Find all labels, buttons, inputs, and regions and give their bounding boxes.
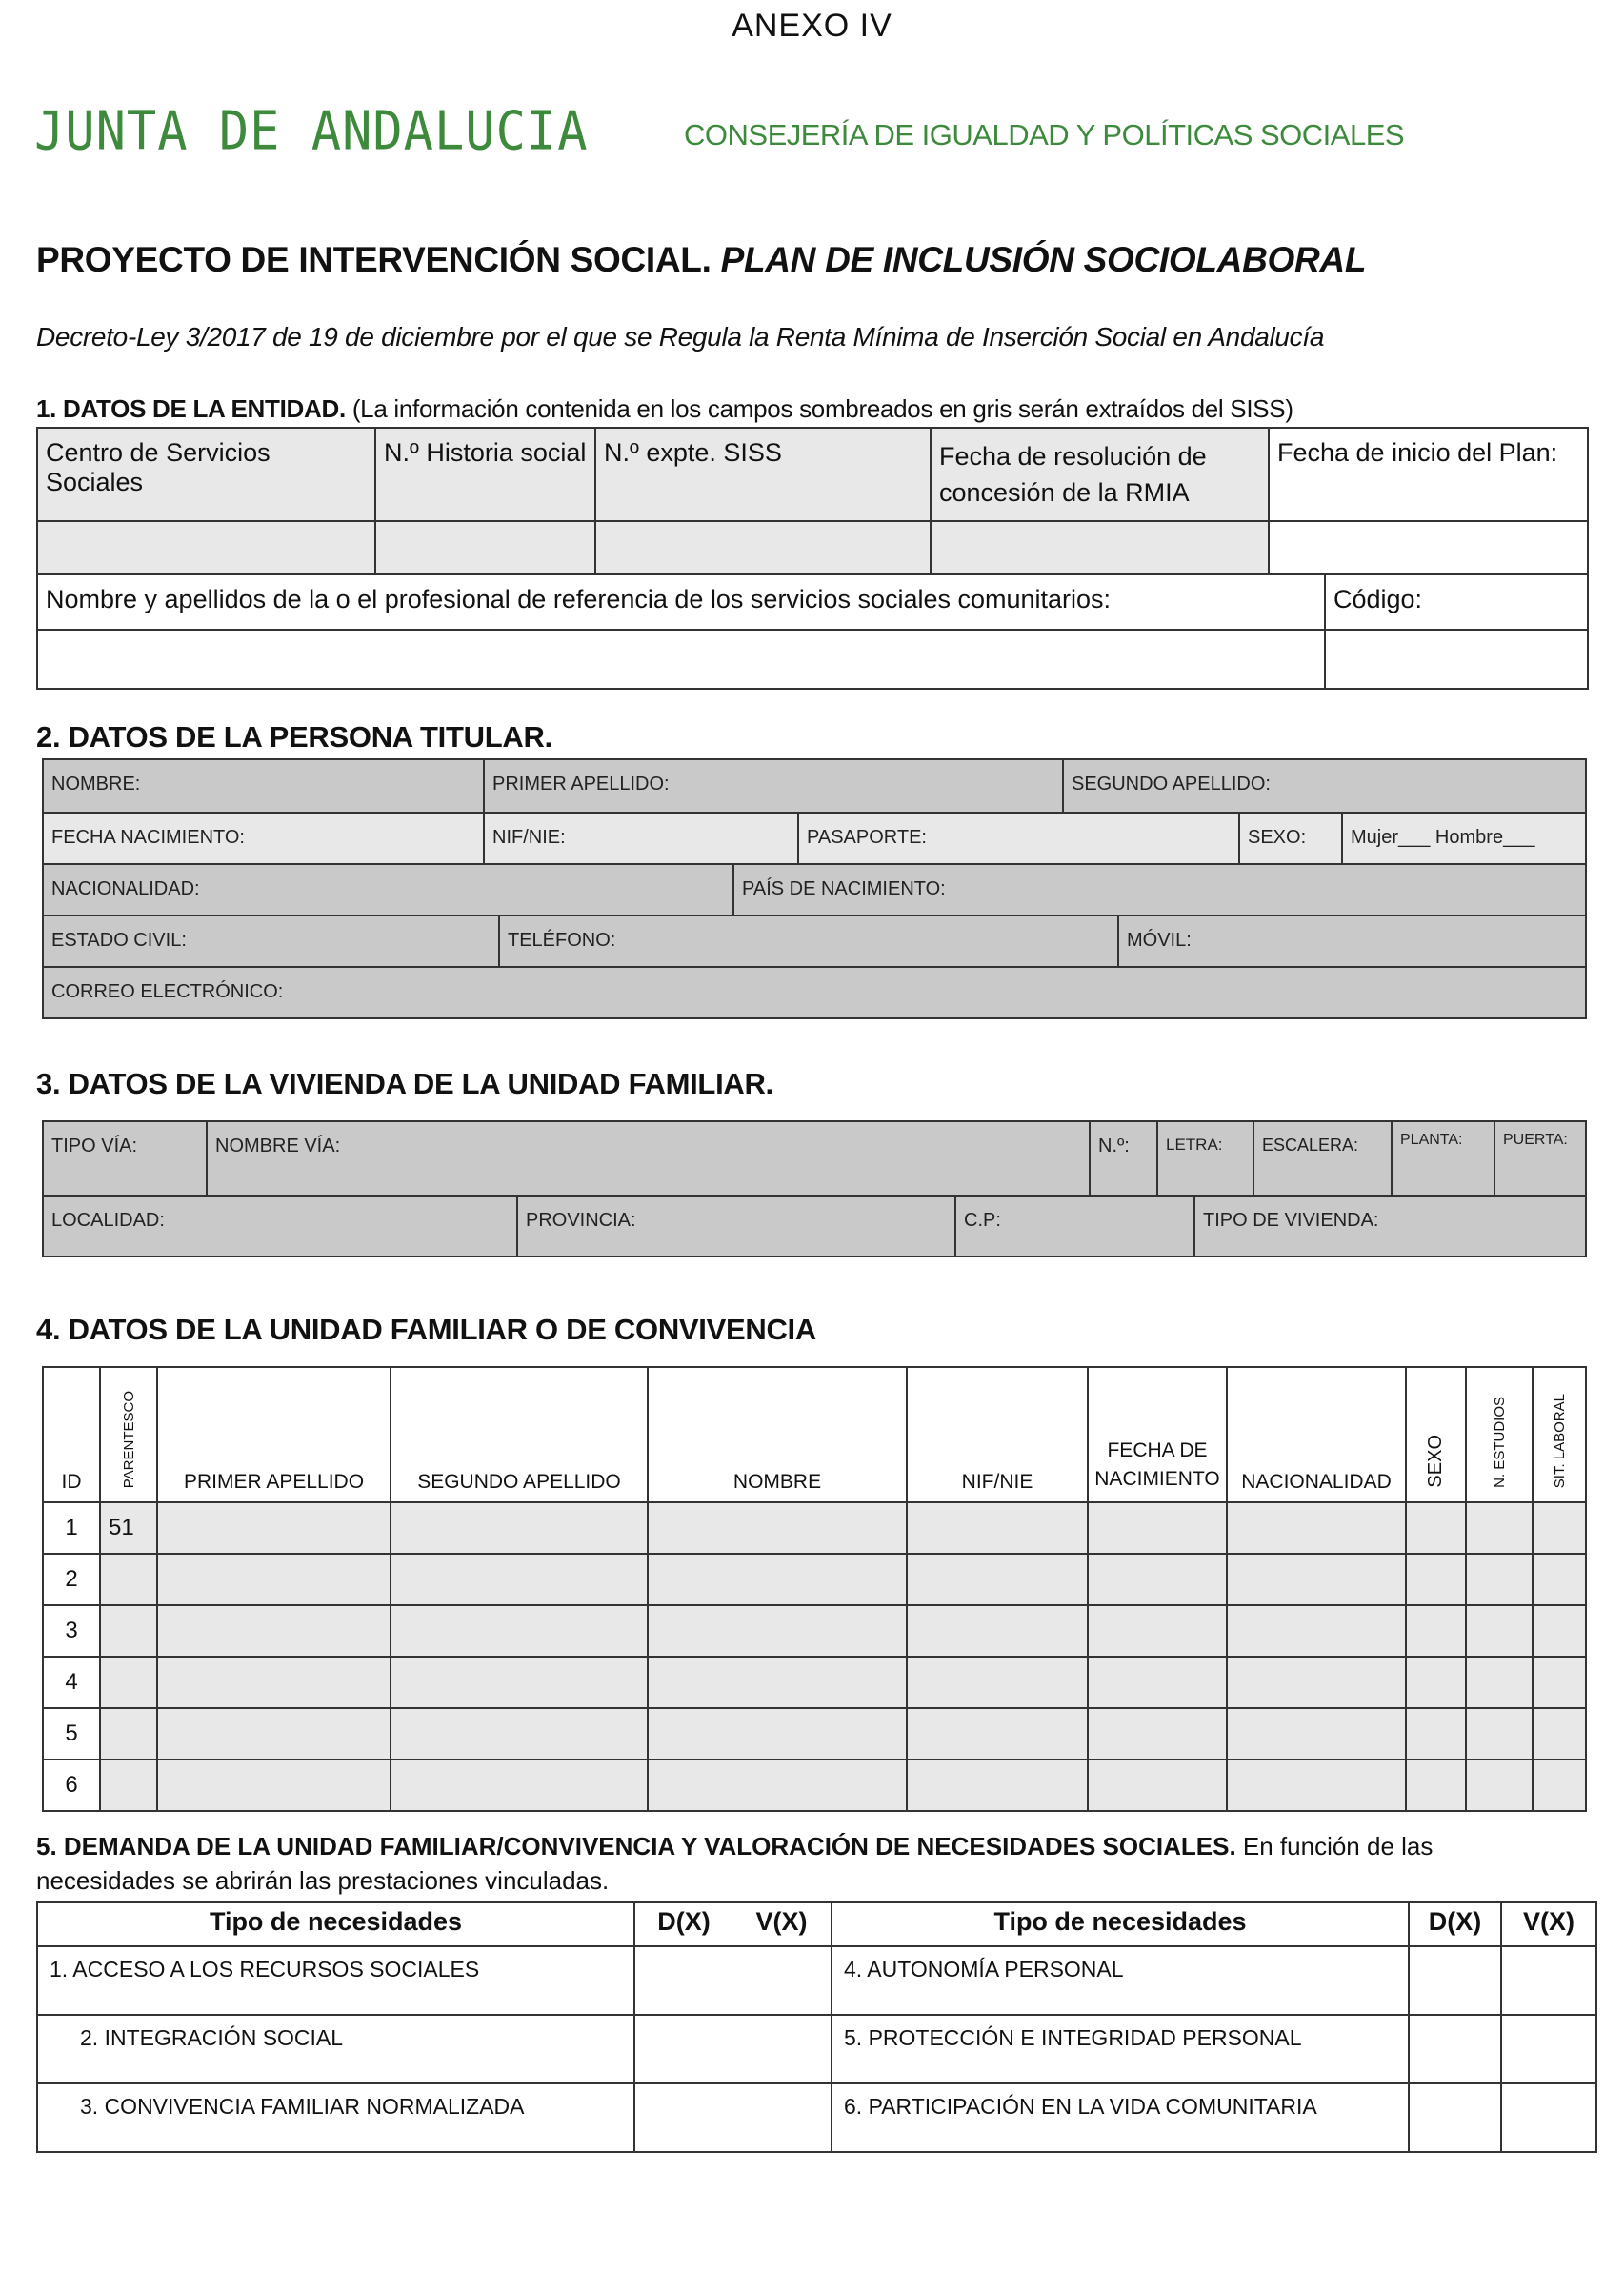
need-3-dv-field[interactable] <box>634 2083 832 2152</box>
row-parentesco[interactable]: 51 <box>100 1502 157 1554</box>
expediente-siss-field[interactable] <box>595 521 931 574</box>
ministry-name: CONSEJERÍA DE IGUALDAD Y POLÍTICAS SOCIALES <box>684 118 1405 151</box>
col-parentesco <box>100 1367 157 1502</box>
codigo-field[interactable] <box>1325 630 1588 689</box>
row-id: 3 <box>43 1605 100 1657</box>
junta-de-andalucia-logo: JUNTA DE ANDALUCIA <box>34 100 589 163</box>
telefono-field[interactable]: TELÉFONO: <box>499 915 1118 967</box>
movil-field[interactable]: MÓVIL: <box>1118 915 1586 967</box>
row-laboral[interactable] <box>1533 1760 1586 1811</box>
sexo-label: SEXO: <box>1239 813 1342 864</box>
centro-servicios-sociales-field[interactable] <box>37 521 375 574</box>
need-1-dv-field[interactable] <box>634 1946 832 2015</box>
d-header-left: D(X) <box>634 1902 732 1946</box>
row-estudios[interactable] <box>1466 1708 1533 1760</box>
section-3-title: 3. DATOS DE LA VIVIENDA DE LA UNIDAD FAMILIAR. <box>36 1067 773 1100</box>
annex-label: ANEXO IV <box>732 8 892 44</box>
row-estudios[interactable] <box>1466 1605 1533 1657</box>
row-nombre[interactable] <box>648 1502 907 1554</box>
table-row <box>43 1657 1586 1708</box>
section-5-title <box>36 1829 1522 1898</box>
row-laboral[interactable] <box>1533 1605 1586 1657</box>
titular-row-1 <box>42 758 1587 814</box>
row-fecha-nacimiento[interactable] <box>1088 1554 1227 1605</box>
row-nacionalidad[interactable] <box>1227 1657 1406 1708</box>
segundo-apellido-field[interactable]: SEGUNDO APELLIDO: <box>1063 759 1586 813</box>
row-primer-apellido[interactable] <box>157 1554 391 1605</box>
col-nacionalidad: NACIONALIDAD <box>1227 1367 1406 1502</box>
need-5-v-field[interactable] <box>1501 2015 1596 2083</box>
need-5-d-field[interactable] <box>1409 2015 1501 2083</box>
col-estudios-label: N. ESTUDIOS <box>1491 1397 1508 1488</box>
row-nombre[interactable] <box>648 1657 907 1708</box>
row-sexo[interactable] <box>1406 1657 1466 1708</box>
row-primer-apellido[interactable] <box>157 1657 391 1708</box>
fecha-inicio-plan-label: Fecha de inicio del Plan: <box>1269 428 1588 521</box>
need-4-v-field[interactable] <box>1501 1946 1596 2015</box>
col-segundo-apellido: SEGUNDO APELLIDO <box>391 1367 648 1502</box>
need-item-6: 6. PARTICIPACIÓN EN LA VIDA COMUNITARIA <box>832 2083 1409 2152</box>
col-laboral <box>1533 1367 1586 1502</box>
escalera-field[interactable]: ESCALERA: <box>1253 1121 1392 1196</box>
row-sexo[interactable] <box>1406 1554 1466 1605</box>
need-4-d-field[interactable] <box>1409 1946 1501 2015</box>
row-nif-nie[interactable] <box>907 1502 1088 1554</box>
entity-data-table <box>36 427 1589 575</box>
titular-row-4 <box>42 915 1587 968</box>
col-nombre: NOMBRE <box>648 1367 907 1502</box>
row-nombre[interactable] <box>648 1554 907 1605</box>
col-parentesco-label: PARENTESCO <box>120 1390 137 1488</box>
row-fecha-nacimiento[interactable] <box>1088 1708 1227 1760</box>
row-segundo-apellido[interactable] <box>391 1760 648 1811</box>
professional-table <box>36 573 1589 690</box>
need-item-1: 1. ACCESO A LOS RECURSOS SOCIALES <box>37 1946 634 2015</box>
row-nacionalidad[interactable] <box>1227 1708 1406 1760</box>
page-title <box>36 240 1366 280</box>
decree-reference: Decreto-Ley 3/2017 de 19 de diciembre por el que se Regula la Renta Mínima de Inserción Social en Andalucía <box>36 322 1325 352</box>
row-id: 5 <box>43 1708 100 1760</box>
codigo-label: Código: <box>1325 574 1588 630</box>
fecha-resolucion-label: Fecha de resolución de concesión de la RMIA <box>931 428 1269 521</box>
row-fecha-nacimiento[interactable] <box>1088 1605 1227 1657</box>
family-unit-table <box>42 1366 1587 1812</box>
need-item-5: 5. PROTECCIÓN E INTEGRIDAD PERSONAL <box>832 2015 1409 2083</box>
sexo-options[interactable]: Mujer___ Hombre___ <box>1342 813 1586 864</box>
row-estudios[interactable] <box>1466 1657 1533 1708</box>
tipo-via-field[interactable]: TIPO VÍA: <box>43 1121 207 1196</box>
needs-table <box>36 1901 1597 2153</box>
row-nif-nie[interactable] <box>907 1554 1088 1605</box>
row-fecha-nacimiento[interactable] <box>1088 1760 1227 1811</box>
col-estudios <box>1466 1367 1533 1502</box>
row-laboral[interactable] <box>1533 1502 1586 1554</box>
row-sexo[interactable] <box>1406 1605 1466 1657</box>
row-fecha-nacimiento[interactable] <box>1088 1657 1227 1708</box>
row-sexo[interactable] <box>1406 1708 1466 1760</box>
tipo-vivienda-field[interactable]: TIPO DE VIVIENDA: <box>1194 1196 1586 1257</box>
col-primer-apellido: PRIMER APELLIDO <box>157 1367 391 1502</box>
section-4-title: 4. DATOS DE LA UNIDAD FAMILIAR O DE CONVIVENCIA <box>36 1313 816 1346</box>
planta-field[interactable]: PLANTA: <box>1392 1121 1494 1196</box>
row-primer-apellido[interactable] <box>157 1708 391 1760</box>
vivienda-row-1 <box>42 1120 1587 1197</box>
need-6-v-field[interactable] <box>1501 2083 1596 2152</box>
row-estudios[interactable] <box>1466 1554 1533 1605</box>
section-1-heading: 1. DATOS DE LA ENTIDAD. <box>36 394 346 423</box>
table-row <box>43 1554 1586 1605</box>
row-laboral[interactable] <box>1533 1554 1586 1605</box>
title-italic: PLAN DE INCLUSIÓN SOCIOLABORAL <box>720 240 1367 279</box>
historia-social-label: N.º Historia social <box>375 428 595 521</box>
provincia-field[interactable]: PROVINCIA: <box>517 1196 955 1257</box>
puerta-field[interactable]: PUERTA: <box>1494 1121 1586 1196</box>
nombre-field[interactable]: NOMBRE: <box>43 759 484 813</box>
professional-field[interactable] <box>37 630 1325 689</box>
estado-civil-field[interactable]: ESTADO CIVIL: <box>43 915 499 967</box>
primer-apellido-field[interactable]: PRIMER APELLIDO: <box>484 759 1063 813</box>
row-parentesco[interactable] <box>100 1657 157 1708</box>
row-nombre[interactable] <box>648 1605 907 1657</box>
row-segundo-apellido[interactable] <box>391 1605 648 1657</box>
row-nacionalidad[interactable] <box>1227 1502 1406 1554</box>
row-id: 1 <box>43 1502 100 1554</box>
needs-type-header-right: Tipo de necesidades <box>832 1902 1409 1946</box>
row-parentesco[interactable] <box>100 1760 157 1811</box>
row-parentesco[interactable] <box>100 1605 157 1657</box>
col-laboral-label: SIT. LABORAL <box>1551 1393 1568 1488</box>
section-2-title: 2. DATOS DE LA PERSONA TITULAR. <box>36 720 552 754</box>
vivienda-row-2 <box>42 1195 1587 1257</box>
col-id: ID <box>43 1367 100 1502</box>
needs-type-header-left: Tipo de necesidades <box>37 1902 634 1946</box>
row-nif-nie[interactable] <box>907 1708 1088 1760</box>
need-6-d-field[interactable] <box>1409 2083 1501 2152</box>
row-laboral[interactable] <box>1533 1657 1586 1708</box>
row-segundo-apellido[interactable] <box>391 1502 648 1554</box>
professional-label: Nombre y apellidos de la o el profesional de referencia de los servicios sociales comunitarios: <box>37 574 1325 630</box>
row-estudios[interactable] <box>1466 1502 1533 1554</box>
fecha-nacimiento-field[interactable]: FECHA NACIMIENTO: <box>43 813 484 864</box>
section-5-note: En función de las necesidades se abrirán las prestaciones vinculadas. <box>36 1832 1434 1895</box>
pais-nacimiento-field[interactable]: PAÍS DE NACIMIENTO: <box>733 864 1586 915</box>
centro-servicios-sociales-label: Centro de Servicios Sociales <box>37 428 375 521</box>
fecha-inicio-plan-field[interactable] <box>1269 521 1588 574</box>
titular-row-5 <box>42 966 1587 1019</box>
col-sexo <box>1406 1367 1466 1502</box>
need-item-4: 4. AUTONOMÍA PERSONAL <box>832 1946 1409 2015</box>
row-fecha-nacimiento[interactable] <box>1088 1502 1227 1554</box>
row-nif-nie[interactable] <box>907 1657 1088 1708</box>
col-fecha-nacimiento: FECHA DE NACIMIENTO <box>1088 1367 1227 1502</box>
pasaporte-field[interactable]: PASAPORTE: <box>798 813 1239 864</box>
d-header-right: D(X) <box>1409 1902 1501 1946</box>
row-segundo-apellido[interactable] <box>391 1554 648 1605</box>
titular-row-3 <box>42 863 1587 916</box>
cp-field[interactable]: C.P: <box>955 1196 1194 1257</box>
correo-electronico-field[interactable]: CORREO ELECTRÓNICO: <box>43 967 1586 1018</box>
localidad-field[interactable]: LOCALIDAD: <box>43 1196 517 1257</box>
historia-social-field[interactable] <box>375 521 595 574</box>
row-primer-apellido[interactable] <box>157 1502 391 1554</box>
row-sexo[interactable] <box>1406 1502 1466 1554</box>
expediente-siss-label: N.º expte. SISS <box>595 428 931 521</box>
title-bold: PROYECTO DE INTERVENCIÓN SOCIAL. <box>36 240 712 279</box>
section-1-title <box>36 394 1293 424</box>
row-parentesco[interactable] <box>100 1708 157 1760</box>
row-nif-nie[interactable] <box>907 1760 1088 1811</box>
nombre-via-field[interactable]: NOMBRE VÍA: <box>207 1121 1090 1196</box>
need-2-dv-field[interactable] <box>634 2015 832 2083</box>
row-primer-apellido[interactable] <box>157 1605 391 1657</box>
row-primer-apellido[interactable] <box>157 1760 391 1811</box>
row-id: 2 <box>43 1554 100 1605</box>
need-item-3: 3. CONVIVENCIA FAMILIAR NORMALIZADA <box>37 2083 634 2152</box>
table-row <box>43 1502 1586 1554</box>
row-sexo[interactable] <box>1406 1760 1466 1811</box>
row-nacionalidad[interactable] <box>1227 1554 1406 1605</box>
row-estudios[interactable] <box>1466 1760 1533 1811</box>
need-item-2: 2. INTEGRACIÓN SOCIAL <box>37 2015 634 2083</box>
fecha-resolucion-field[interactable] <box>931 521 1269 574</box>
row-id: 4 <box>43 1657 100 1708</box>
row-nombre[interactable] <box>648 1708 907 1760</box>
row-nacionalidad[interactable] <box>1227 1605 1406 1657</box>
row-id: 6 <box>43 1760 100 1811</box>
letra-field[interactable]: LETRA: <box>1157 1121 1253 1196</box>
row-nif-nie[interactable] <box>907 1605 1088 1657</box>
section-5-heading: 5. DEMANDA DE LA UNIDAD FAMILIAR/CONVIVENCIA Y VALORACIÓN DE NECESIDADES SOCIALES. <box>36 1832 1236 1861</box>
row-segundo-apellido[interactable] <box>391 1657 648 1708</box>
row-nombre[interactable] <box>648 1760 907 1811</box>
nif-nie-field[interactable]: NIF/NIE: <box>484 813 798 864</box>
col-nif-nie: NIF/NIE <box>907 1367 1088 1502</box>
row-parentesco[interactable] <box>100 1554 157 1605</box>
row-nacionalidad[interactable] <box>1227 1760 1406 1811</box>
numero-field[interactable]: N.º: <box>1090 1121 1157 1196</box>
nacionalidad-field[interactable]: NACIONALIDAD: <box>43 864 733 915</box>
v-header-left: V(X) <box>732 1902 832 1946</box>
table-row <box>43 1760 1586 1811</box>
row-laboral[interactable] <box>1533 1708 1586 1760</box>
col-sexo-label: SEXO <box>1425 1435 1446 1488</box>
table-row <box>43 1708 1586 1760</box>
v-header-right: V(X) <box>1501 1902 1596 1946</box>
section-1-note: (La información contenida en los campos sombreados en gris serán extraídos del SISS) <box>351 394 1293 423</box>
table-row <box>43 1605 1586 1657</box>
titular-row-2 <box>42 812 1587 865</box>
row-segundo-apellido[interactable] <box>391 1708 648 1760</box>
